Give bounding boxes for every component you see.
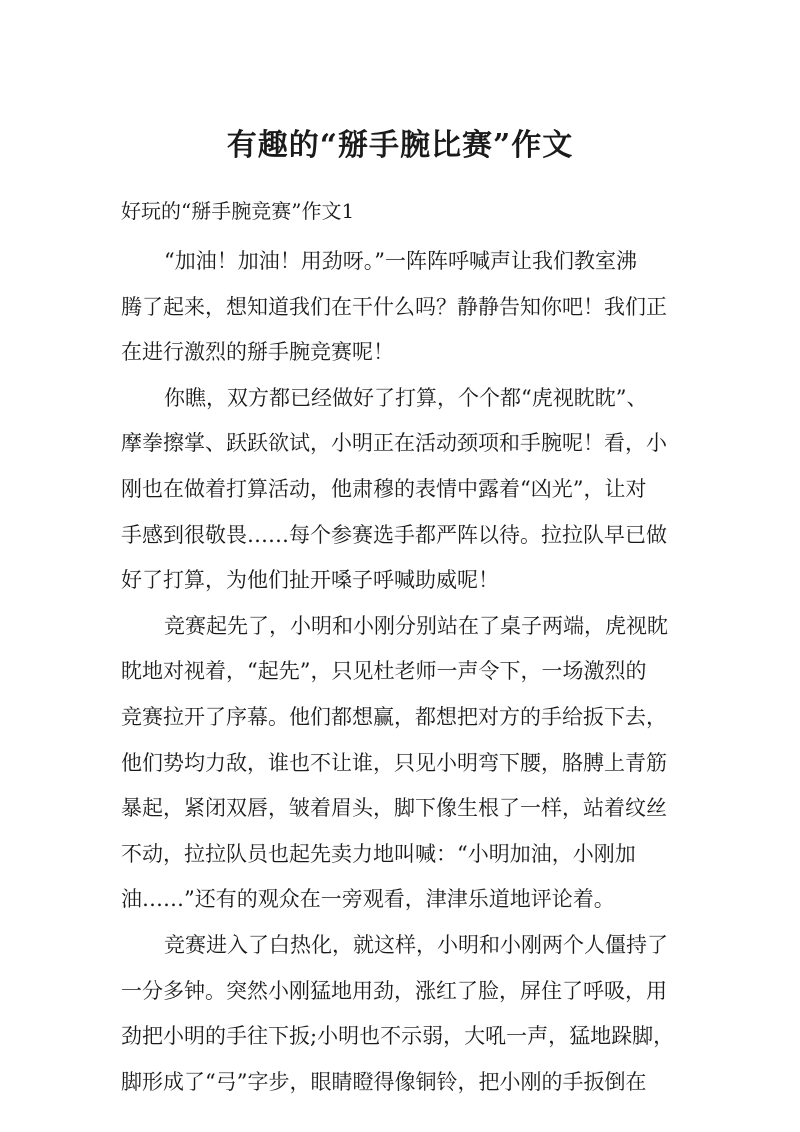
body-line: 你瞧，双方都已经做好了打算，个个都“虎视眈眈”、 (164, 385, 648, 410)
body-line: 在进行激烈的掰手腕竞赛呢！ (121, 340, 394, 365)
body-line: 摩拳擦掌、跃跃欲试，小明正在活动颈项和手腕呢！看，小 (121, 431, 667, 456)
body-line: 好了打算，为他们扯开嗓子呼喊助威呢！ (121, 568, 499, 593)
body-line: 腾了起来，想知道我们在干什么吗？静静告知你吧！我们正 (121, 294, 667, 319)
body-line: 竞赛起先了，小明和小刚分别站在了桌子两端，虎视眈 (164, 613, 668, 638)
document-body (121, 239, 691, 1105)
body-line: 刚也在做着打算活动，他肃穆的表情中露着“凶光”，让对 (121, 476, 647, 501)
body-line: 不动，拉拉队员也起先卖力地叫喊：“小明加油，小刚加 (121, 841, 636, 866)
body-line: 他们势均力敌，谁也不让谁，只见小明弯下腰，胳膊上青筋 (121, 750, 667, 775)
document-title: 有趣的“掰手腕比赛”作文 (226, 128, 574, 163)
document-subtitle: 好玩的“掰手腕竞赛”作文1 (121, 199, 355, 223)
body-line: “加油！加油！用劲呀。”一阵阵呼喊声让我们教室沸 (164, 249, 637, 273)
body-line: 暴起，紧闭双唇，皱着眉头，脚下像生根了一样，站着纹丝 (121, 796, 667, 821)
body-line: 手感到很敬畏……每个参赛选手都严阵以待。拉拉队早已做 (121, 522, 667, 547)
body-line: 竞赛拉开了序幕。他们都想赢，都想把对方的手给扳下去， (121, 704, 667, 729)
body-line: 劲把小明的手往下扳;小明也不示弱，大吼一声，猛地跺脚， (121, 1024, 675, 1049)
body-line: 脚形成了“弓”字步，眼睛瞪得像铜铃，把小刚的手扳倒在 (121, 1069, 647, 1094)
body-line: 竞赛进入了白热化，就这样，小明和小刚两个人僵持了 (164, 932, 668, 957)
body-line: 一分多钟。突然小刚猛地用劲，涨红了脸，屏住了呼吸，用 (121, 978, 667, 1003)
body-line: 油……”还有的观众在一旁观看，津津乐道地评论着。 (121, 887, 615, 912)
body-line: 眈地对视着，“起先”，只见杜老师一声令下，一场激烈的 (121, 659, 647, 684)
